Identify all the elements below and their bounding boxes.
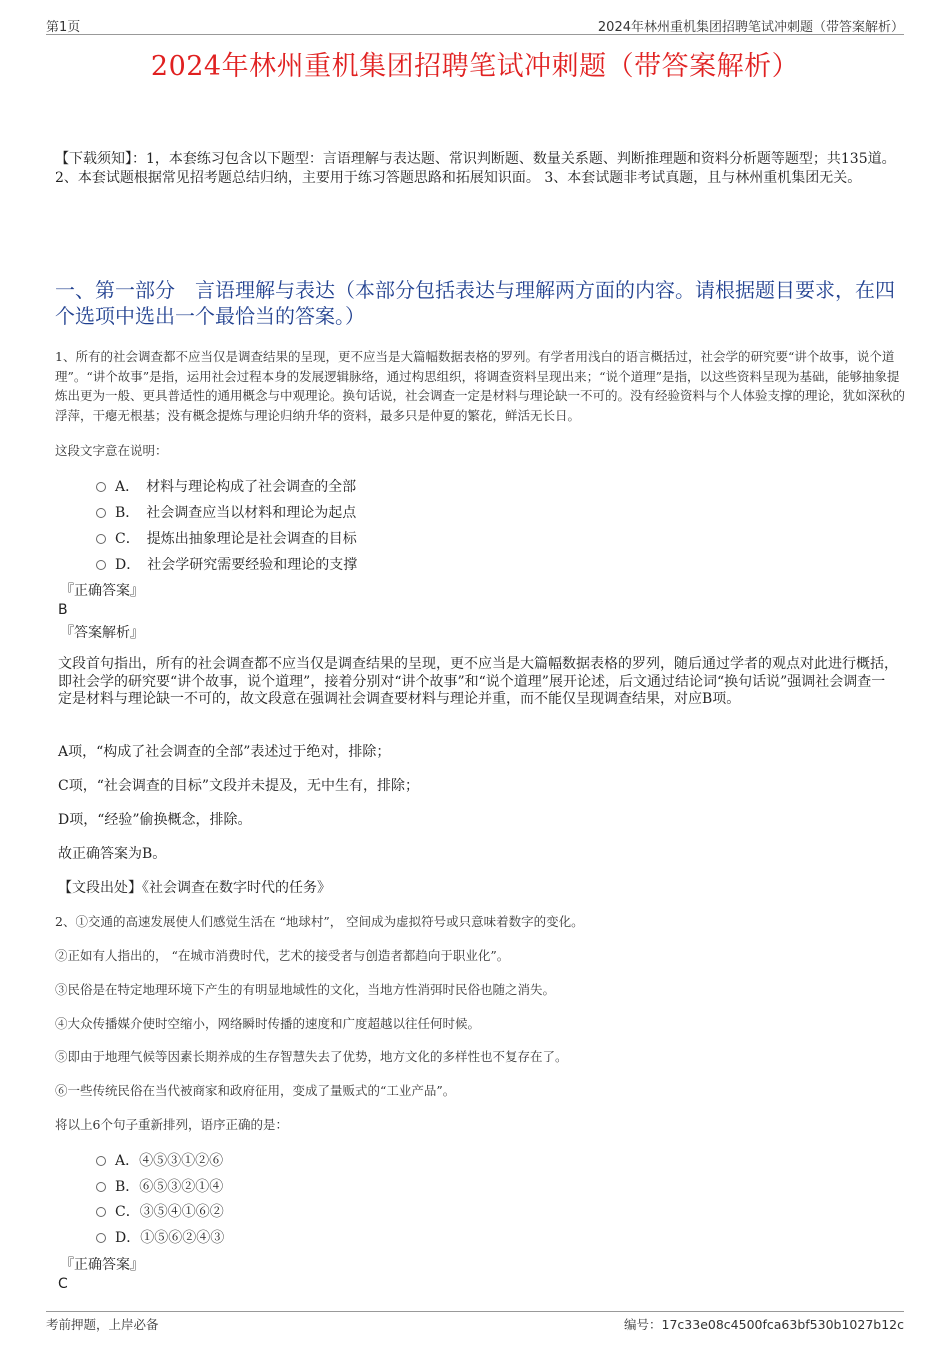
- q2-option-b[interactable]: B．⑥⑤③②①④: [96, 1178, 223, 1196]
- q2-sentence-3: ③民俗是在特定地理环境下产生的有明显地域性的文化，当地方性消弭时民俗也随之消失。: [55, 982, 556, 997]
- footer-doc-id: 编号：17c33e08c4500fca63bf530b1027b12c: [624, 1317, 904, 1332]
- q1-answer: B: [58, 602, 68, 618]
- q1-source: 【文段出处】《社会调查在数字时代的任务》: [58, 880, 331, 896]
- q1-option-b[interactable]: B． 社会调查应当以材料和理论为起点: [96, 504, 356, 522]
- q2-answer-label: 『正确答案』: [60, 1257, 144, 1273]
- q1-note-c: C项，“社会调查的目标”文段并未提及，无中生有，排除；: [58, 778, 420, 794]
- q1-analysis-label: 『答案解析』: [60, 625, 144, 641]
- q1-option-c[interactable]: C． 提炼出抽象理论是社会调查的目标: [96, 530, 357, 548]
- q2-stem: 2、①交通的高速发展使人们感觉生活在 “地球村”， 空间成为虚拟符号或只意味着数字的变化。: [55, 914, 584, 929]
- q2-question: 将以上6个句子重新排列，语序正确的是：: [55, 1117, 288, 1132]
- footer-slogan: 考前押题，上岸必备: [46, 1317, 159, 1332]
- document-title: 2024年林州重机集团招聘笔试冲刺题（带答案解析）: [150, 51, 800, 82]
- q1-option-a[interactable]: A． 材料与理论构成了社会调查的全部: [96, 478, 356, 496]
- q2-answer: C: [58, 1276, 68, 1292]
- q2-option-c[interactable]: C．③⑤④①⑥②: [96, 1203, 224, 1221]
- q1-conclusion: 故正确答案为B。: [58, 846, 167, 862]
- radio-icon[interactable]: [96, 1156, 106, 1166]
- radio-icon[interactable]: [96, 1182, 106, 1192]
- q1-question: 这段文字意在说明：: [55, 443, 168, 458]
- q2-sentence-5: ⑤即由于地理气候等因素长期养成的生存智慧失去了优势，地方文化的多样性也不复存在了。: [55, 1049, 568, 1064]
- radio-icon[interactable]: [96, 534, 106, 544]
- page-footer: [46, 1311, 904, 1334]
- q1-stem: 1、所有的社会调查都不应当仅是调查结果的呈现，更不应当是大篇幅数据表格的罗列。有学者用浅白的语言概括过，社会学的研究要“讲个故事，说个道理”。“讲个故事”是指，运用社会过程本身的发展逻辑脉络，通过构思组织，将调查资料呈现出来；“说个道理”是指，以这些资料呈现为基础，能够抽象提炼出更为一般、更具普适性的通用概念与中观理论。换句话说，社会调查一定是材料与理论缺一不可的。没有经验资料与个人体验支撑的理论，犹如深秋的浮萍，干瘪无根基；没有概念提炼与理论归纳升华的资料，最多只是仲夏的繁花，鲜活无长日。: [55, 349, 906, 423]
- q2-sentence-6: ⑥一些传统民俗在当代被商家和政府征用，变成了量贩式的“工业产品”。: [55, 1083, 456, 1098]
- radio-icon[interactable]: [96, 482, 106, 492]
- radio-icon[interactable]: [96, 560, 106, 570]
- q1-note-d: D项，“经验”偷换概念，排除。: [58, 812, 252, 828]
- radio-icon[interactable]: [96, 508, 106, 518]
- header-doc-title: 2024年林州重机集团招聘笔试冲刺题（带答案解析）: [597, 20, 904, 35]
- q2-option-a[interactable]: A．④⑤③①②⑥: [96, 1152, 223, 1170]
- q1-analysis: 文段首句指出，所有的社会调查都不应当仅是调查结果的呈现，更不应当是大篇幅数据表格的罗列，随后通过学者的观点对此进行概括，即社会学的研究要“讲个故事，说个道理”，接着分别对“讲个故事”和“说个道理”展开论述，后文通过结论词“换句话说”强调社会调查一定是材料与理论缺一不可的，故文段意在强调社会调查要材料与理论并重，而不能仅呈现调查结果，对应B项。: [58, 656, 898, 707]
- q1-option-d[interactable]: D． 社会学研究需要经验和理论的支撑: [96, 556, 357, 574]
- section-title: 一、第一部分 言语理解与表达（本部分包括表达与理解两方面的内容。请根据题目要求，在四个选项中选出一个最恰当的答案。）: [55, 278, 895, 328]
- q2-option-d[interactable]: D．①⑤⑥②④③: [96, 1229, 224, 1247]
- page-header: [46, 14, 904, 35]
- q1-note-a: A项，“构成了社会调查的全部”表述过于绝对，排除；: [58, 744, 391, 760]
- q1-answer-label: 『正确答案』: [60, 583, 144, 599]
- radio-icon[interactable]: [96, 1207, 106, 1217]
- page-number: 第1页: [46, 20, 81, 35]
- download-notice: 【下载须知】：1，本套练习包含以下题型：言语理解与表达题、常识判断题、数量关系题、判断推理题和资料分析题等题型；共135道。 2、本套试题根据常见招考题总结归纳，主要用于练习答题思路和拓展知识面。 3、本套试题非考试真题，且与林州重机集团无关。: [55, 151, 896, 186]
- q2-sentence-2: ②正如有人指出的， “在城市消费时代，艺术的接受者与创造者都趋向于职业化”。: [55, 948, 510, 963]
- q2-sentence-4: ④大众传播媒介使时空缩小，网络瞬时传播的速度和广度超越以往任何时候。: [55, 1016, 481, 1031]
- radio-icon[interactable]: [96, 1233, 106, 1243]
